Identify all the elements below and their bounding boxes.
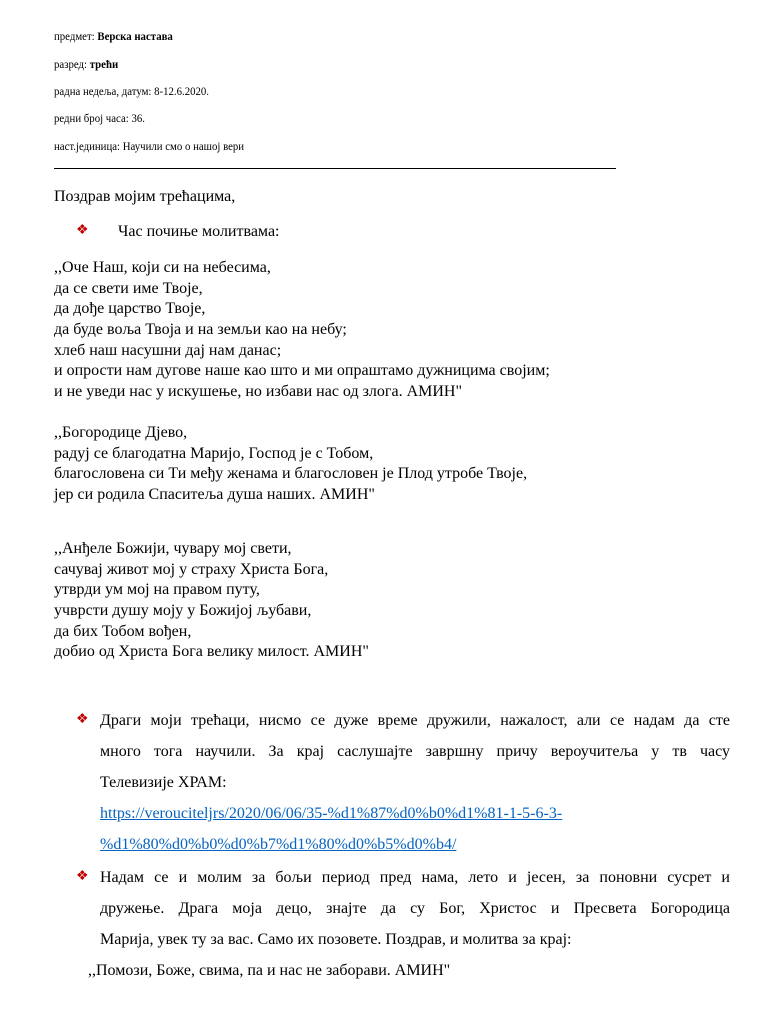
closing-prayer: ,,Помози, Боже, свима, па и нас не заборави. АМИН": [88, 962, 451, 979]
paragraph-video-lesson: [100, 705, 730, 860]
diamond-bullet-icon: ❖: [76, 712, 89, 727]
intro-bullet-text: Час почиње молитвама:: [118, 223, 280, 240]
prayer-line: и не уведи нас у искушење, но избави нас од злога. АМИН": [54, 383, 462, 401]
diamond-bullet-icon: ❖: [76, 223, 89, 238]
prayer-line: учврсти душу моју у Божијој љубави,: [54, 602, 312, 620]
paragraph-closing-message: [100, 862, 730, 955]
week-line: радна недеља, датум: 8-12.6.2020.: [54, 84, 210, 98]
paragraph-line: дружење. Драга моја децо, знајте да су Бог, Христос и Пресвета Богородица: [100, 900, 730, 917]
prayer-line: ,,Оче Наш, који си на небесима,: [54, 259, 271, 276]
prayer-line: да дође царство Твоје,: [54, 300, 206, 318]
prayer-line: да се свети име Твоје,: [54, 279, 203, 297]
prayer-line: утврди ум мој на правом путу,: [54, 581, 260, 599]
prayer-line: сачувај живот мој у страху Христа Бога,: [54, 560, 329, 578]
prayer-our-father: [54, 258, 550, 403]
grade-label: разред:: [54, 57, 88, 71]
prayer-line: ,,Анђеле Божији, чувару мој свети,: [54, 540, 292, 557]
prayer-line: ,,Богородице Дјево,: [54, 424, 188, 441]
subject-line: [54, 29, 173, 43]
lesson-number-line: редни број часа: 36.: [54, 111, 145, 125]
paragraph-line: Марија, увек ту за вас. Само их позовете. Поздрав, и молитва за крај:: [100, 931, 572, 948]
prayer-line: хлеб наш насушни дај нам данас;: [54, 341, 282, 359]
header-divider: [54, 168, 616, 169]
lesson-unit-line: наст.јединица: Научили смо о нашој вери: [54, 139, 245, 153]
prayer-line: јер си родила Спаситеља душа наших. АМИН": [54, 486, 375, 504]
video-link-part-1[interactable]: https://verouciteljrs/2020/06/06/35-%d1%87%d0%b0%d1%81-1-5-6-3-: [100, 805, 563, 822]
prayer-theotokos: [54, 423, 527, 506]
prayer-line: и опрости нам дугове наше као што и ми опраштамо дужницима својим;: [54, 362, 550, 380]
grade-value: трећи: [89, 57, 119, 71]
grade-line: [54, 57, 118, 71]
paragraph-line: Надам се и молим за бољи период пред нама, лето и јесен, за поновни сусрет и: [100, 869, 730, 886]
prayer-line: да буде воља Твоја и на земљи као на небу;: [54, 321, 347, 339]
subject-value: Верска настава: [97, 29, 173, 43]
diamond-bullet-icon: ❖: [76, 869, 89, 884]
prayer-line: радуј се благодатна Маријо, Господ је с Тобом,: [54, 444, 374, 462]
prayer-line: добио од Христа Бога велику милост. АМИН": [54, 643, 369, 661]
paragraph-line: много тога научили. За крај саслушајте завршну причу вероучитеља у тв часу: [100, 743, 730, 760]
video-link-part-2[interactable]: %d1%80%d0%b0%d0%b7%d1%80%d0%b5%d0%b4/: [100, 836, 457, 853]
greeting: Поздрав мојим трећацима,: [54, 188, 236, 205]
prayer-line: благословена си Ти међу женама и благословен је Плод утробе Твоје,: [54, 465, 528, 483]
paragraph-line: Телевизије ХРАМ:: [100, 774, 227, 791]
subject-label: предмет:: [54, 29, 95, 43]
prayer-guardian-angel: [54, 539, 369, 663]
paragraph-line: Драги моји трећаци, нисмо се дуже време дружили, нажалост, али се надам да сте: [100, 712, 730, 729]
prayer-line: да бих Тобом вођен,: [54, 622, 192, 640]
